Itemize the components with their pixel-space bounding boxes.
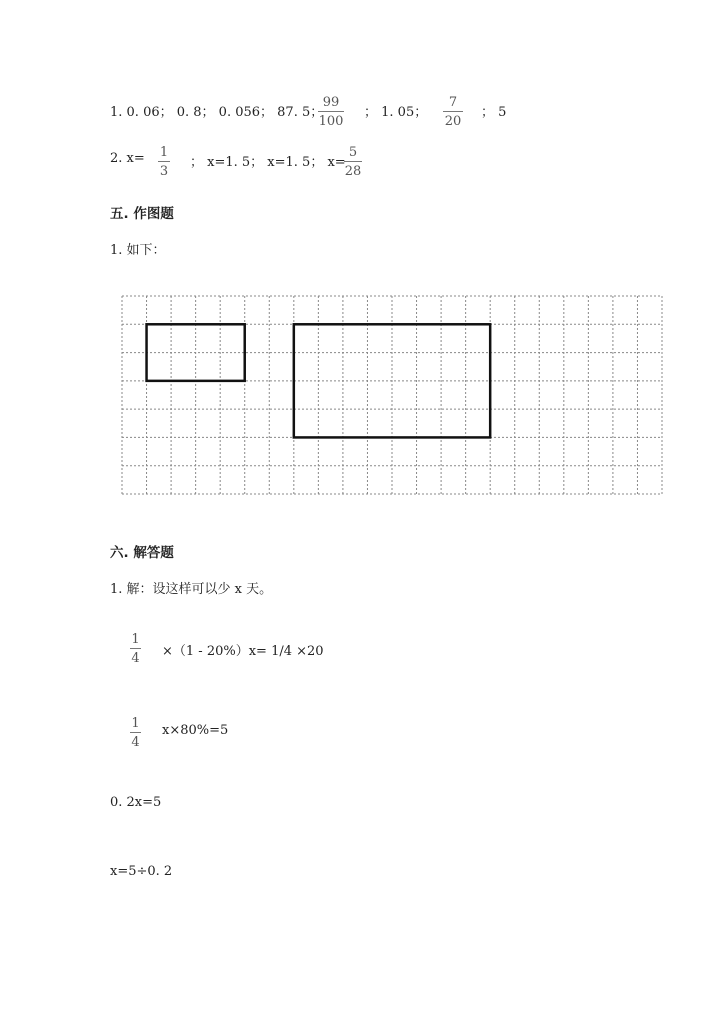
fraction-numerator: 1	[131, 632, 140, 647]
answer-line-1-suffix: ； 5	[481, 105, 507, 120]
grid-lines	[122, 296, 662, 494]
fraction-7-20	[443, 95, 463, 129]
answer-line-2-mid: ； x=1. 5； x=1. 5； x=	[190, 155, 346, 170]
equation-2: x×80%=5	[162, 723, 229, 738]
fraction-denominator: 28	[344, 164, 362, 179]
fraction-numerator: 1	[131, 716, 140, 731]
fraction-denominator: 20	[444, 114, 462, 129]
fraction-numerator: 5	[348, 145, 358, 160]
fraction-99-100	[318, 95, 344, 129]
fraction-numerator: 1	[159, 145, 169, 160]
fraction-bar	[130, 732, 141, 733]
fraction-numerator: 7	[448, 95, 458, 110]
fraction-1-4	[130, 716, 141, 750]
answer-line-1-mid: ； 1. 05；	[364, 105, 428, 120]
fraction-bar	[318, 111, 344, 112]
fraction-bar	[443, 111, 463, 112]
fraction-bar	[344, 161, 362, 162]
equation-4: x=5÷0. 2	[110, 864, 173, 879]
fraction-denominator: 3	[159, 164, 169, 179]
answer-line-2-prefix: 2. x=	[110, 151, 145, 166]
equation-1: ×（1 - 20%）x= 1/4 ×20	[162, 644, 324, 659]
drawing-grid	[121, 295, 663, 497]
fraction-numerator: 99	[322, 95, 340, 110]
section-6-item: 1. 解：设这样可以少 x 天。	[110, 582, 273, 597]
fraction-bar	[130, 648, 141, 649]
section-6-heading: 六. 解答题	[110, 545, 174, 561]
fraction-denominator: 4	[131, 651, 140, 666]
equation-3: 0. 2x=5	[110, 795, 162, 810]
fraction-1-3	[158, 145, 170, 179]
fraction-denominator: 100	[318, 114, 344, 129]
section-5-heading: 五. 作图题	[110, 206, 174, 222]
fraction-bar	[158, 161, 170, 162]
section-5-item: 1. 如下：	[110, 243, 166, 258]
answer-line-1-prefix: 1. 0. 06； 0. 8； 0. 056； 87. 5；	[110, 105, 324, 120]
fraction-denominator: 4	[131, 735, 140, 750]
fraction-5-28	[344, 145, 362, 179]
fraction-1-4	[130, 632, 141, 666]
